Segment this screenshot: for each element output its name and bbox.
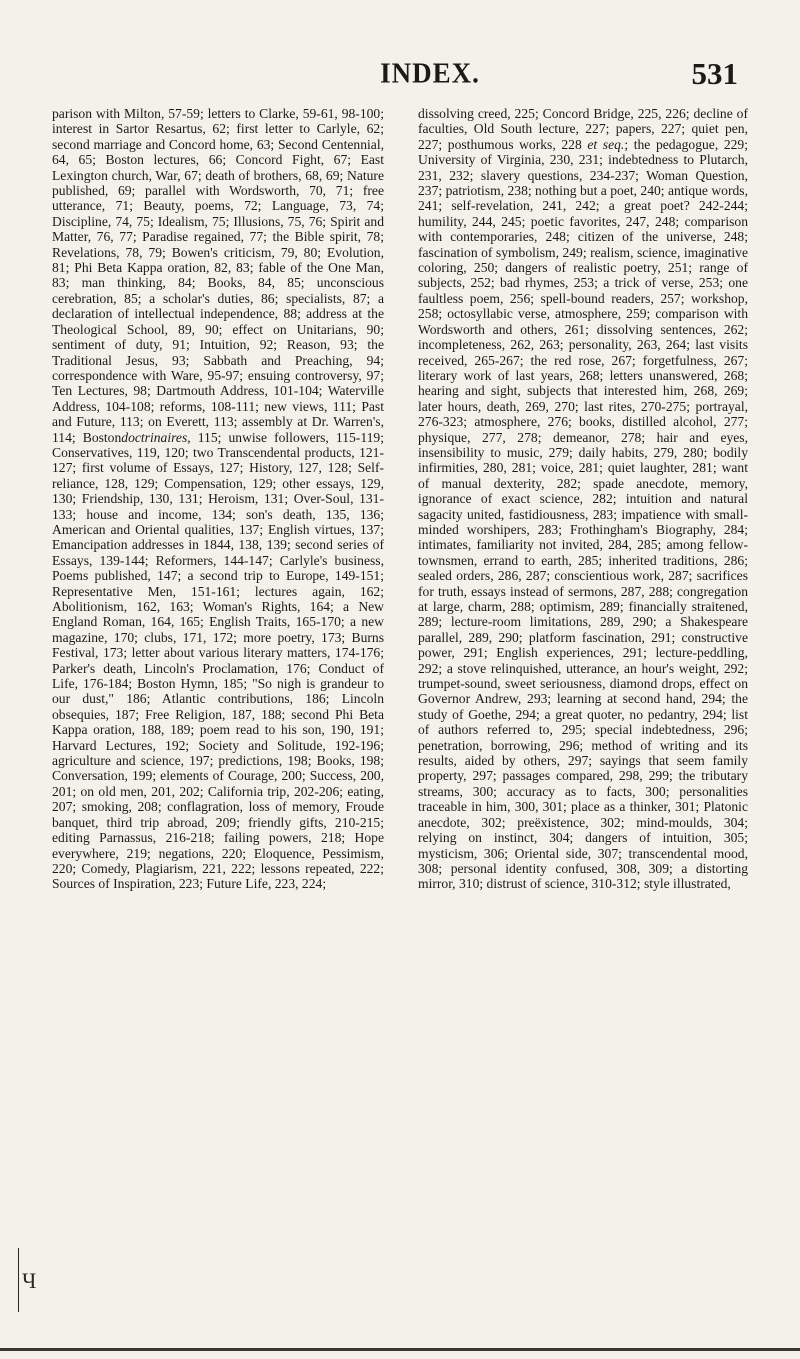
entries-right-italic: et seq.	[587, 136, 625, 152]
bottom-edge-rule	[0, 1348, 800, 1351]
index-entries-left	[52, 106, 384, 892]
entries-right-part-2: ; the pedagogue, 229; University of Virginia, 230, 231; indebtedness to Plutarch, 231, 232; slavery questions, 234-237; Woman Question, 237; patriotism, 238; nothing but a poet, 240; antique words, 241; self-revelation, 241, 242; a great poet? 242-244; humility, 244, 245; poetic favorites, 247, 248; comparison with contemporaries, 248; citizen of the universe, 248; fascination of symbolism, 249; realism, science, imaginative coloring, 250; dangers of realistic poetry, 251; range of subjects, 252; bad rhymes, 253; a trick of verse, 253; one faultless poem, 256; spell-bound readers, 257; workshop, 258; octosyllabic verse, atmosphere, 259; comparison with Wordsworth and others, 261; dissolving sentences, 262; incompleteness, 262, 263; personality, 263, 264; last visits received, 265-267; the red rose, 267; forgetfulness, 267; literary work of last years, 268; letters unanswered, 268; hearing and sight, subjects that interested him, 268, 269; later hours, death, 269, 270; last rites, 270-275; portrayal, 276-323; atmosphere, 276; books, distilled alcohol, 277; physique, 277, 278; demeanor, 278; hair and eyes, insensibility to music, 279; daily habits, 279, 280; bodily infirmities, 280, 281; voice, 281; quiet laughter, 281; want of manual dexterity, 282; spade anecdote, memory, ignorance of exact science, 282; intuition and natural sagacity united, fastidiousness, 283; impatience with small-minded worshipers, 283; Frothingham's Biography, 284; intimates, familiarity not invited, 284, 285; among fellow-townsmen, errand to earth, 285; inherited traditions, 286; sealed orders, 286, 287; conscientious work, 287; sacrifices for truth, essays instead of sermons, 287, 288; congregation at large, charm, 288; optimism, 289; financially straitened, 289; lecture-room limitations, 289, 290; a Shakespeare parallel, 289, 290; platform fascination, 291; constructive power, 291; English experiences, 291; lecture-peddling, 292; a stove relinquished, utterance, an hour's weight, 292; trumpet-sound, sweet seriousness, diamond drops, effect on Governor Andrew, 293; learning at second hand, 294; the study of Goethe, 294; a great quoter, no pedantry, 294; list of authors referred to, 295; special indebtedness, 296; penetration, borrowing, 296; method of writing and its results, aided by others, 297; sayings that seem family property, 297; passages compared, 298, 299; the tributary streams, 300; accuracy as to facts, 300; personalities traceable in him, 300, 301; place as a thinker, 301; Platonic anecdote, 302; preëxistence, 302; mind-moulds, 304; relying on instinct, 304; dangers of intuition, 305; mysticism, 306; Oriental side, 307; transcendental mood, 308; personal identity confused, 308, 309; a distorting mirror, 310; distrust of science, 310-312; style illustrated,	[418, 136, 749, 892]
entries-left-italic: doctrinaires	[121, 429, 188, 445]
gutter-rule	[18, 1248, 19, 1312]
running-head: INDEX.	[380, 57, 480, 89]
margin-mark: Ч	[22, 1268, 37, 1293]
index-column-right	[418, 106, 748, 892]
index-column-left	[52, 106, 384, 892]
entries-left-part-1: parison with Milton, 57-59; letters to Clarke, 59-61, 98-100; interest in Sartor Resartus, 62; first letter to Carlyle, 62; second marriage and Concord home, 63; Second Centennial, 64, 65; Boston lectures, 66; Concord Fight, 67; East Lexington church, War, 67; death of brothers, 68, 69; Nature published, 69; parallel with Wordsworth, 70, 71; free utterance, 71; Beauty, poems, 72; Language, 73, 74; Discipline, 74, 75; Idealism, 75; Illusions, 75, 76; Spirit and Matter, 76, 77; Paradise regained, 77; the Bible spirit, 78; Revelations, 78, 79; Bowen's criticism, 79, 80; Evolution, 81; Phi Beta Kappa oration, 82, 83; fable of the One Man, 83; man thinking, 84; Books, 84, 85; unconscious cerebration, 85; a scholar's duties, 86; specialists, 87; a declaration of intellectual independence, 88; address at the Theological School, 89, 90; effect on Unitarians, 90; sentiment of duty, 91; Intuition, 92; Reason, 93; the Traditional Jesus, 93; Sabbath and Preaching, 94; correspondence with Ware, 95-97; ensuing controversy, 97; Ten Lectures, 98; Dartmouth Address, 101-104; Waterville Address, 104-108; reforms, 108-111; new views, 111; Past and Future, 113; on Everett, 113; assembly at Dr. Warren's, 114; Boston	[52, 106, 384, 445]
entries-right-part-1: dissolving creed, 225; Concord Bridge, 225, 226; decline of faculties, Old South lecture, 227; papers, 227; quiet pen, 227; posthumous works, 228	[418, 106, 748, 152]
page-number: 531	[691, 56, 738, 91]
entries-left-part-2: , 115; unwise followers, 115-119; Conservatives, 119, 120; two Transcendental products, 121-127; first volume of Essays, 127; History, 127, 128; Self-reliance, 128, 129; Compensation, 129; other essays, 129, 130; Friendship, 130, 131; Heroism, 131; Over-Soul, 131-133; house and income, 134; son's death, 135, 136; American and Oriental qualities, 137; English virtues, 137; Emancipation addresses in 1844, 138, 139; second series of Essays, 139-144; Reformers, 144-147; Carlyle's business, Poems published, 147; a second trip to Europe, 149-151; Representative Men, 151-161; lectures again, 162; Abolitionism, 162, 163; Woman's Rights, 164; a New England Roman, 164, 165; English Traits, 165-170; a new magazine, 170; clubs, 171, 172; more poetry, 173; Burns Festival, 173; letter about various literary matters, 174-176; Parker's death, Lincoln's Proclamation, 176; Conduct of Life, 176-184; Boston Hymn, 185; "So nigh is grandeur to our dust," 186; Atlantic contributions, 186; Lincoln obsequies, 187; Free Religion, 187, 188; second Phi Beta Kappa oration, 188, 189; poem read to his son, 190, 191; Harvard Lectures, 192; Society and Solitude, 192-196; agriculture and science, 197; predictions, 198; Books, 198; Conversation, 199; elements of Courage, 200; Success, 200, 201; on old men, 201, 202; California trip, 202-206; eating, 207; smoking, 208; conflagration, loss of memory, Froude banquet, third trip abroad, 209; friendly gifts, 210-215; editing Parnassus, 216-218; failing powers, 218; Hope everywhere, 219; negations, 220; Eloquence, Pessimism, 220; Comedy, Plagiarism, 221, 222; lessons repeated, 222; Sources of Inspiration, 223; Future Life, 223, 224;	[52, 429, 384, 892]
index-entries-right	[418, 106, 748, 892]
